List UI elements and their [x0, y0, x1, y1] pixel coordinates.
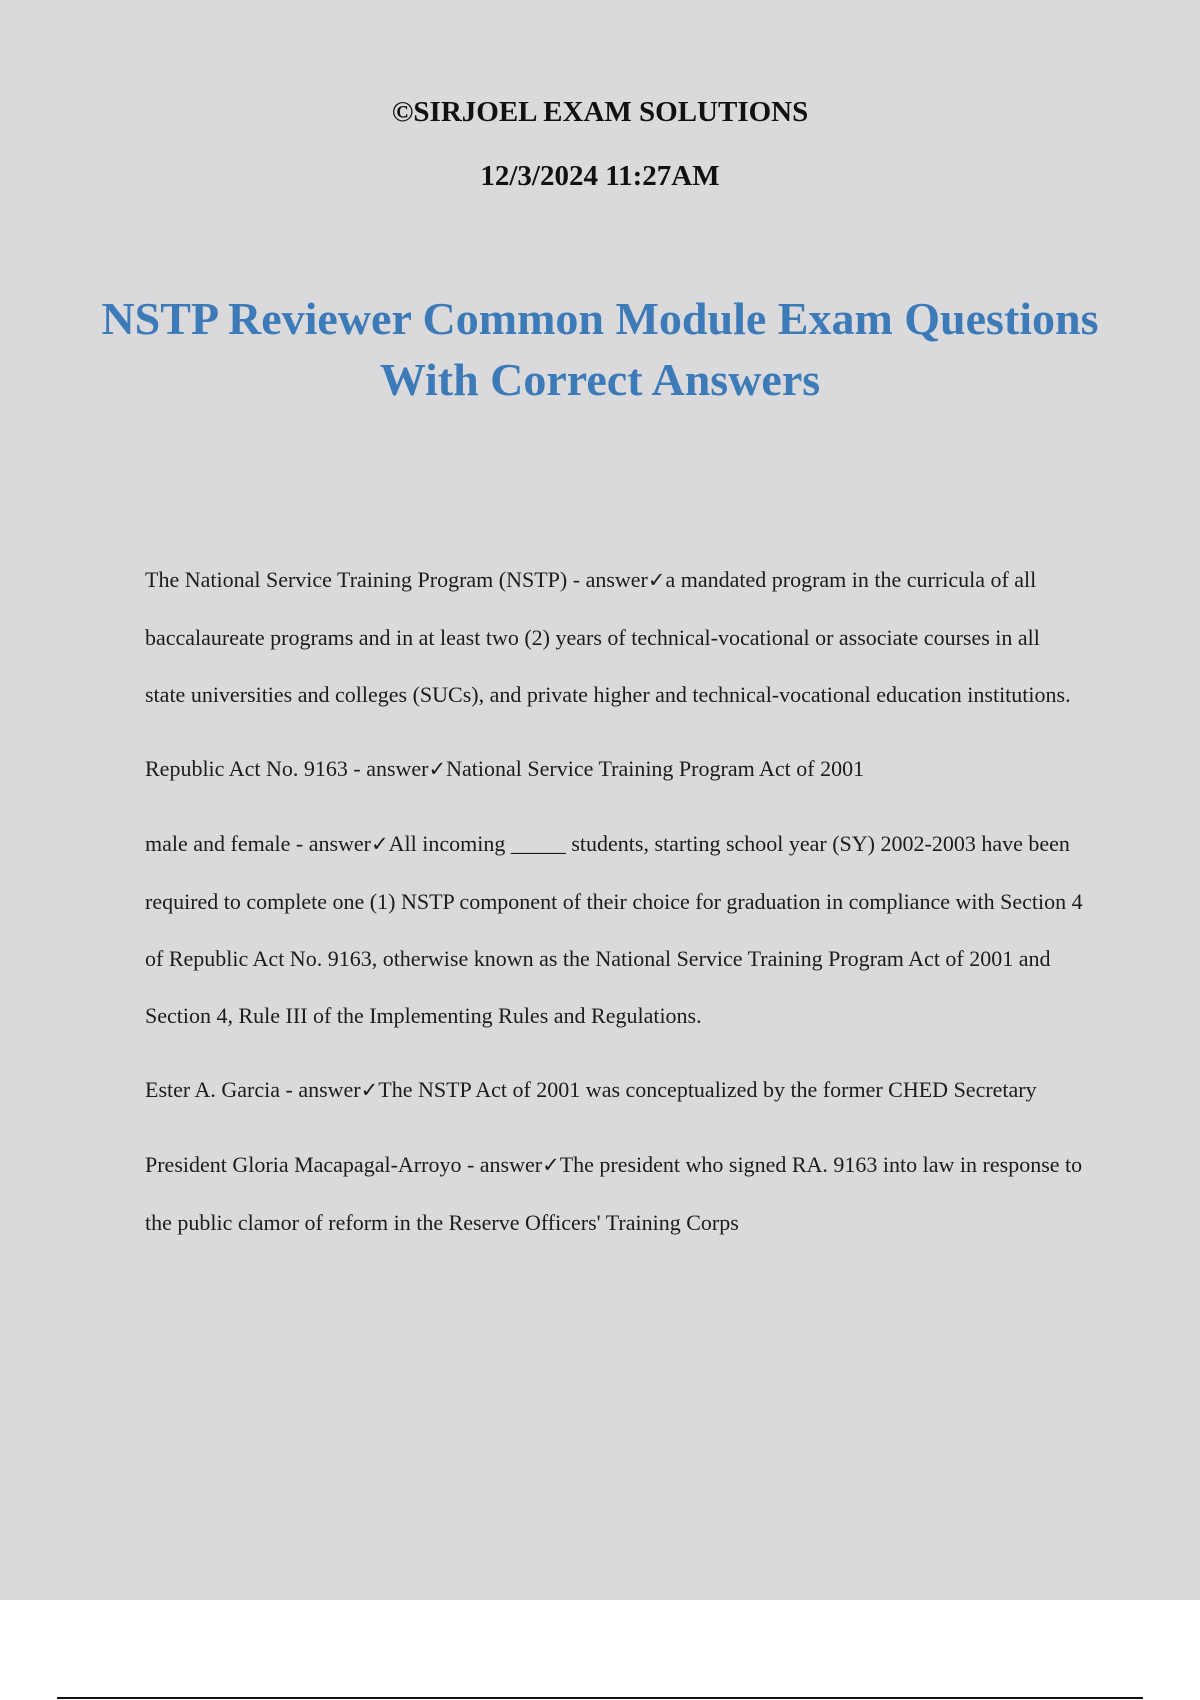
qa-answer: The NSTP Act of 2001 was conceptualized by the former CHED Secretary [378, 1077, 1037, 1102]
qa-answer: National Service Training Program Act of 2001 [446, 756, 865, 781]
answer-label: answer [308, 831, 372, 856]
qa-separator: - [567, 567, 586, 592]
qa-separator: - [290, 831, 309, 856]
qa-item [145, 740, 1085, 798]
qa-item [145, 815, 1085, 1044]
qa-term: The National Service Training Program (NSTP) [145, 567, 568, 592]
checkmark-icon: ✓ [360, 1078, 379, 1102]
qa-term: Republic Act No. 9163 [145, 756, 348, 781]
footer-divider [57, 1697, 1143, 1699]
qa-separator: - [461, 1152, 480, 1177]
checkmark-icon: ✓ [542, 1153, 560, 1177]
header-brand: ©SIRJOEL EXAM SOLUTIONS [391, 96, 809, 128]
checkmark-icon: ✓ [647, 568, 666, 592]
qa-separator: - [347, 756, 367, 781]
answer-label: answer [479, 1152, 543, 1177]
qa-answer: a mandated program in the curricula of all baccalaureate programs and in at least two (2) years of technical-vocational or associate courses in all state universities and colleges (SUCs), and private higher and technical-vocational education institutions. [145, 567, 1071, 707]
qa-list [145, 551, 1085, 1251]
qa-answer: The president who signed RA. 9163 into law in response to the public clamor of reform in the Reserve Officers' Training Corps [145, 1152, 1083, 1235]
answer-label: answer [298, 1077, 361, 1102]
answer-label: answer [585, 567, 648, 592]
qa-item [145, 1136, 1085, 1251]
header-date: 12/3/2024 11:27AM [480, 160, 720, 192]
qa-term: President Gloria Macapagal-Arroyo [145, 1152, 462, 1177]
qa-item [145, 1061, 1085, 1119]
qa-answer: All incoming _____ students, starting school year (SY) 2002-2003 have been required to complete one (1) NSTP component of their choice for graduation in compliance with Section 4 of Republic Act No. 9163, otherwise known as the National Service Training Program Act of 2001 and Section 4, Rule III of the Implementing Rules and Regulations. [145, 831, 1083, 1028]
answer-label: answer [366, 756, 429, 781]
document-title: NSTP Reviewer Common Module Exam Questions With Correct Answers [101, 293, 1099, 405]
qa-item [145, 551, 1085, 723]
qa-separator: - [280, 1077, 299, 1102]
checkmark-icon: ✓ [428, 757, 447, 781]
checkmark-icon: ✓ [371, 832, 389, 856]
qa-term: male and female [145, 831, 291, 856]
qa-term: Ester A. Garcia [145, 1077, 280, 1102]
